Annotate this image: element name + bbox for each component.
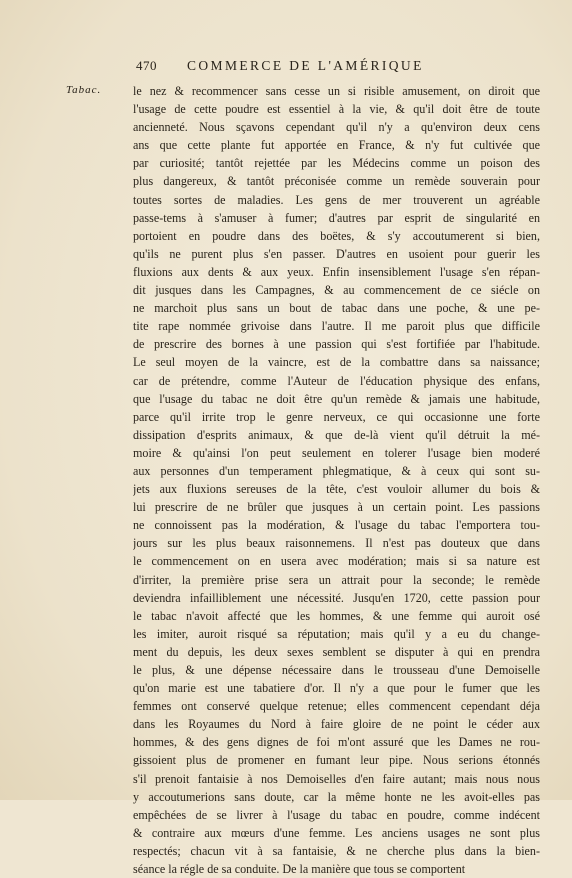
text-line: de prescrire des bornes à une passion qui s'est fortifiée par l'habitude. [133, 337, 540, 352]
text-line: plus dangereux, & tantôt préconisée comme un remède souverain pour [133, 174, 540, 189]
text-line: ment du depuis, les deux sexes semblent se disputer à qui en prendra [133, 644, 540, 659]
text-line: tite rape nommée grivoise dans l'autre. Il me paroit plus que difficile [133, 319, 540, 334]
text-line: qu'ils ne purent plus s'en passer. D'autres en usoient pour guerir les [133, 246, 540, 261]
text-line: l'usage de cette poudre est essentiel à la vie, & qu'il doit être de toute [133, 102, 540, 117]
text-line: toutes sortes de maladies. Les gens de mer trouverent un agréable [133, 192, 540, 207]
text-line: ne connoissent pas la modération, & l'usage du tabac l'emportera tou- [133, 518, 540, 533]
running-head: COMMERCE DE L'AMÉRIQUE [187, 58, 424, 73]
text-line: jours sur les plus beaux raisonnemens. Il n'est pas douteux que dans [133, 536, 540, 551]
text-line: & contraire aux mœurs d'une femme. Les anciens usages ne sont plus [133, 825, 540, 840]
text-line: les imiter, auroit risqué sa réputation; mais qu'il y a eu du change- [133, 626, 540, 641]
text-line: y accoutumerions sans doute, car la même honte ne les avoit-elles pas [133, 789, 540, 804]
text-line: dit jusques dans les Campagnes, & au commencement de ce siécle on [133, 283, 540, 298]
text-line: s'il prenoit fantaisie à nos Demoiselles d'en faire autant; mais nous nous [133, 771, 540, 786]
text-line: gissoient plus de promener en fumant leur pipe. Nous serions étonnés [133, 753, 540, 768]
text-line: que l'usage du tabac ne doit être qu'un remède & jamais une habitude, [133, 391, 540, 406]
body-text [133, 82, 540, 878]
text-line: car de prétendre, comme l'Auteur de l'éducation physique des enfans, [133, 373, 540, 388]
text-line: d'irriter, la première prise sera un attrait pour la seconde; le remède [133, 572, 540, 587]
text-line: moire & qu'ainsi l'on peut seulement en tolerer l'usage bien moderé [133, 445, 540, 460]
page-number: 470 [136, 58, 157, 73]
page-header [0, 58, 572, 78]
text-line: qu'on marie est une tabatiere d'or. Il n'y a que pour le fumer que les [133, 681, 540, 696]
text-line: le commencement on en usera avec modération; mais si sa nature est [133, 554, 540, 569]
text-line: le nez & recommencer sans cesse un si risible amusement, on diroit que [133, 84, 540, 98]
text-line: fluxions aux dents & aux yeux. Enfin insensiblement l'usage s'en répan- [133, 264, 540, 279]
text-line: dans les Royaumes du Nord à faire gloire de ne point le céder aux [133, 717, 540, 732]
text-line: portoient en poudre dans des boëtes, & s'y accoutumerent si bien, [133, 228, 540, 243]
text-line: parce qu'il irrite trop le genre nerveux, ce qui occasionne une forte [133, 409, 540, 424]
text-line: deviendra infailliblement une nécessité. Jusqu'en 1720, cette passion pour [133, 590, 540, 605]
text-line: ne marchoit plus sans un bout de tabac dans une poche, & une pe- [133, 301, 540, 316]
text-line: dissipation d'esprits animaux, & que de-là vient qu'il détruit la mé- [133, 427, 540, 442]
text-line: ans que cette plante fut apportée en France, & n'y fut cultivée que [133, 138, 540, 153]
text-line: respectés; chacun vit à sa fantaisie, & ne cherche plus dans la bien- [133, 843, 540, 858]
text-line: séance la régle de sa conduite. De la manière que tous se comportent [133, 862, 466, 877]
text-line: le tabac n'avoit affecté que les hommes, & une femme qui auroit osé [133, 608, 540, 623]
margin-note: Tabac. [66, 84, 102, 96]
text-line: lui prescrire de ne brûler que jusques à un certain point. Les passions [133, 500, 540, 515]
text-line: ancienneté. Nous sçavons cependant qu'il n'y a qu'environ deux cens [133, 120, 540, 135]
text-line: passe-tems à s'amuser à fumer; d'autres par esprit de singularité en [133, 210, 540, 225]
text-line: jets aux fluxions sereuses de la tête, c'est vouloir allumer du bois & [133, 482, 540, 497]
text-line: Le seul moyen de la vaincre, est de la combattre dans sa naissance; [133, 355, 540, 370]
text-line: femmes ont conservé quelque retenue; elles commencent cependant déja [133, 699, 540, 714]
text-line: empêchées de se livrer à l'usage du tabac en poudre, comme indécent [133, 807, 540, 822]
text-line: le plus, & une dépense nécessaire dans le trousseau d'une Demoiselle [133, 663, 540, 677]
text-line: par curiosité; tantôt rejettée par les Médecins comme un poison des [133, 156, 540, 171]
text-line: hommes, & des gens dignes de foi m'ont assuré que les Dames ne rou- [133, 735, 540, 750]
text-line: aux personnes d'un temperament phlegmatique, & à ceux qui sont su- [133, 463, 540, 478]
